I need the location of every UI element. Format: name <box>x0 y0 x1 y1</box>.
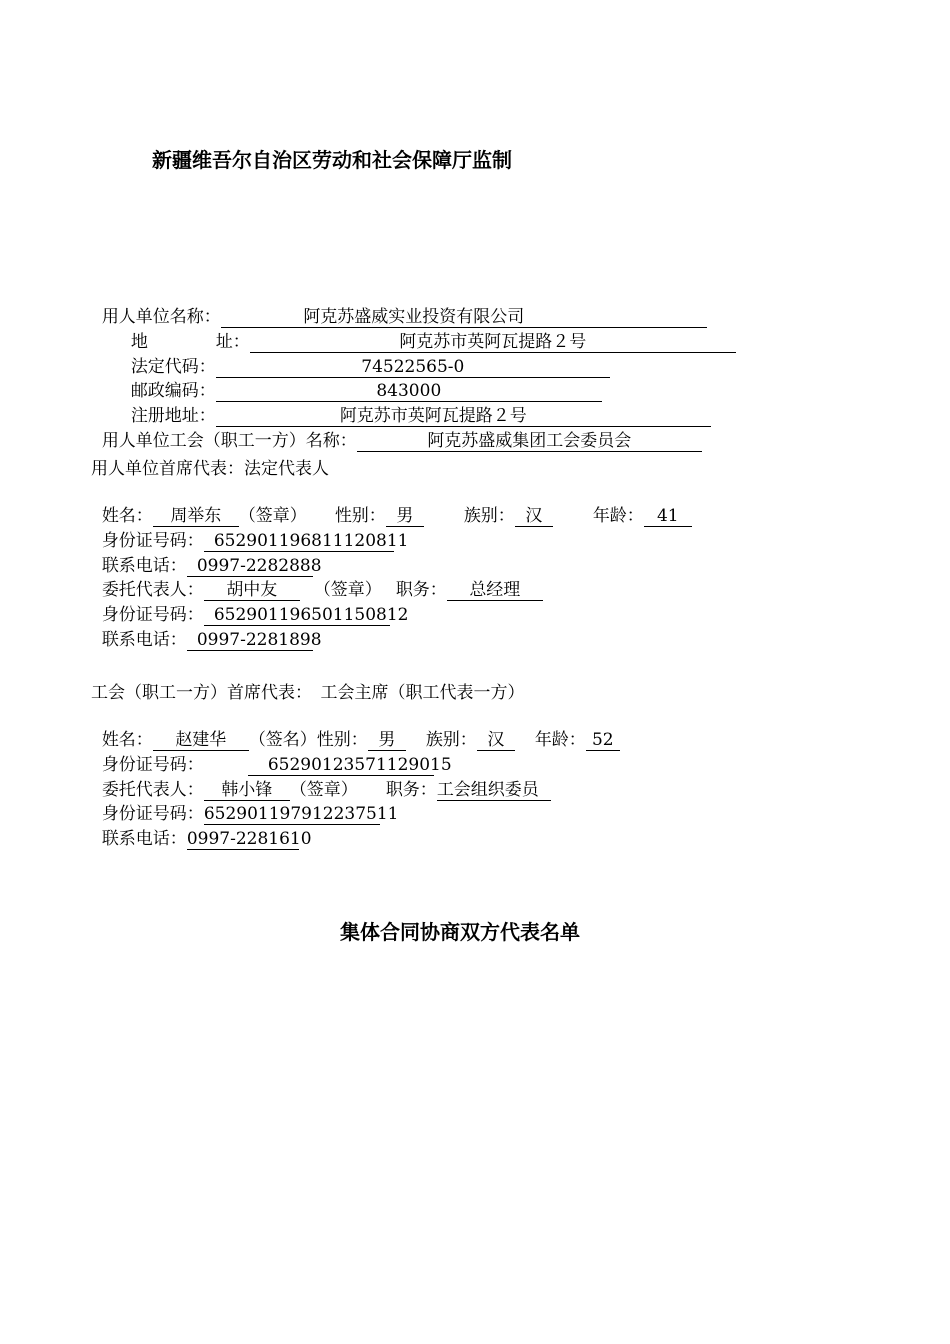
representative-list-title: 集体合同协商双方代表名单 <box>340 920 580 944</box>
employer-address-row <box>120 309 736 352</box>
employer-address-value: 阿克苏市英阿瓦提路２号 <box>250 331 736 353</box>
union-proxy-name: 韩小锋 <box>204 779 290 801</box>
union-rep-gender: 男 <box>368 729 406 751</box>
employer-proxy-id: 652901196501150812 <box>204 604 390 626</box>
sign-label: （签章） <box>238 506 307 526</box>
supervisor-title: 新疆维吾尔自治区劳动和社会保障厅监制 <box>152 148 512 172</box>
proxy-label: 委托代表人： <box>101 780 204 800</box>
union-rep-name-row <box>91 707 620 750</box>
postal-code-value: 843000 <box>216 380 602 402</box>
reg-address-row <box>120 383 711 426</box>
union-rep-ethnic: 汉 <box>477 729 515 751</box>
employer-union-value: 阿克苏盛威集团工会委员会 <box>357 430 702 452</box>
name-label: 姓名： <box>101 506 153 526</box>
employer-rep-phone: 0997-2282888 <box>187 555 313 577</box>
proxy-phone-label: 联系电话： <box>101 630 187 650</box>
union-proxy-row <box>91 757 551 800</box>
employer-rep-ethnic: 汉 <box>515 505 553 527</box>
proxy-sign-label: （签章） <box>289 780 358 800</box>
employer-rep-name-row <box>91 483 692 526</box>
employer-union-row <box>91 408 702 451</box>
proxy-sign-label: （签章） <box>313 580 382 600</box>
age-label: 年龄： <box>592 506 644 526</box>
union-rep-id-row <box>91 732 452 775</box>
id-label: 身份证号码： <box>101 755 204 775</box>
union-proxy-id-row <box>91 781 399 824</box>
union-chief-rep: 工会（职工一方）首席代表： 工会主席（职工代表一方） <box>91 683 525 703</box>
name-label: 姓名： <box>101 730 153 750</box>
position-label: 职务： <box>385 780 437 800</box>
employer-union-label: 用人单位工会（职工一方）名称： <box>101 431 357 451</box>
legal-code-row <box>120 334 610 377</box>
employer-proxy-name: 胡中友 <box>204 579 300 601</box>
union-proxy-position: 工会组织委员 <box>437 779 551 801</box>
reg-address-value: 阿克苏市英阿瓦提路２号 <box>216 405 711 427</box>
ethnic-label: 族别： <box>463 506 515 526</box>
phone-label: 联系电话： <box>101 556 187 576</box>
employer-address-label: 地 址： <box>130 332 250 352</box>
postal-code-row <box>120 358 602 401</box>
position-label: 职务： <box>395 580 447 600</box>
union-rep-id: 65290123571129015 <box>248 754 434 776</box>
employer-name-row <box>91 284 707 327</box>
employer-rep-id: 652901196811120811 <box>204 530 394 552</box>
union-rep-name: 赵建华 <box>153 729 249 751</box>
proxy-id-label: 身份证号码： <box>101 804 204 824</box>
sign-gender-label: （签名）性别： <box>248 730 368 750</box>
proxy-phone-label: 联系电话： <box>101 829 187 849</box>
legal-code-value: 74522565-0 <box>216 356 610 378</box>
union-proxy-phone: 0997-2281610 <box>186 829 312 849</box>
employer-name-label: 用人单位名称： <box>101 307 221 327</box>
gender-label: 性别： <box>334 506 386 526</box>
employer-proxy-position: 总经理 <box>447 579 543 601</box>
employer-rep-name: 周举东 <box>153 505 239 527</box>
union-rep-age: 52 <box>586 729 620 751</box>
employer-name-value: 阿克苏盛威实业投资有限公司 <box>221 306 707 328</box>
employer-chief-rep: 用人单位首席代表：法定代表人 <box>91 459 329 479</box>
employer-rep-id-row <box>91 508 409 551</box>
employer-proxy-row <box>91 557 543 600</box>
proxy-label: 委托代表人： <box>101 580 204 600</box>
postal-code-label: 邮政编码： <box>130 381 216 401</box>
legal-code-label: 法定代码： <box>130 357 216 377</box>
employer-rep-gender: 男 <box>386 505 424 527</box>
id-label: 身份证号码： <box>101 531 204 551</box>
employer-proxy-id-row <box>91 582 409 625</box>
reg-address-label: 注册地址： <box>130 406 216 426</box>
employer-proxy-phone: 0997-2281898 <box>187 629 313 651</box>
union-proxy-id: 652901197912237511 <box>203 804 399 824</box>
ethnic-label: 族别： <box>425 730 477 750</box>
employer-rep-age: 41 <box>644 505 692 527</box>
age-label: 年龄： <box>534 730 586 750</box>
proxy-id-label: 身份证号码： <box>101 605 204 625</box>
